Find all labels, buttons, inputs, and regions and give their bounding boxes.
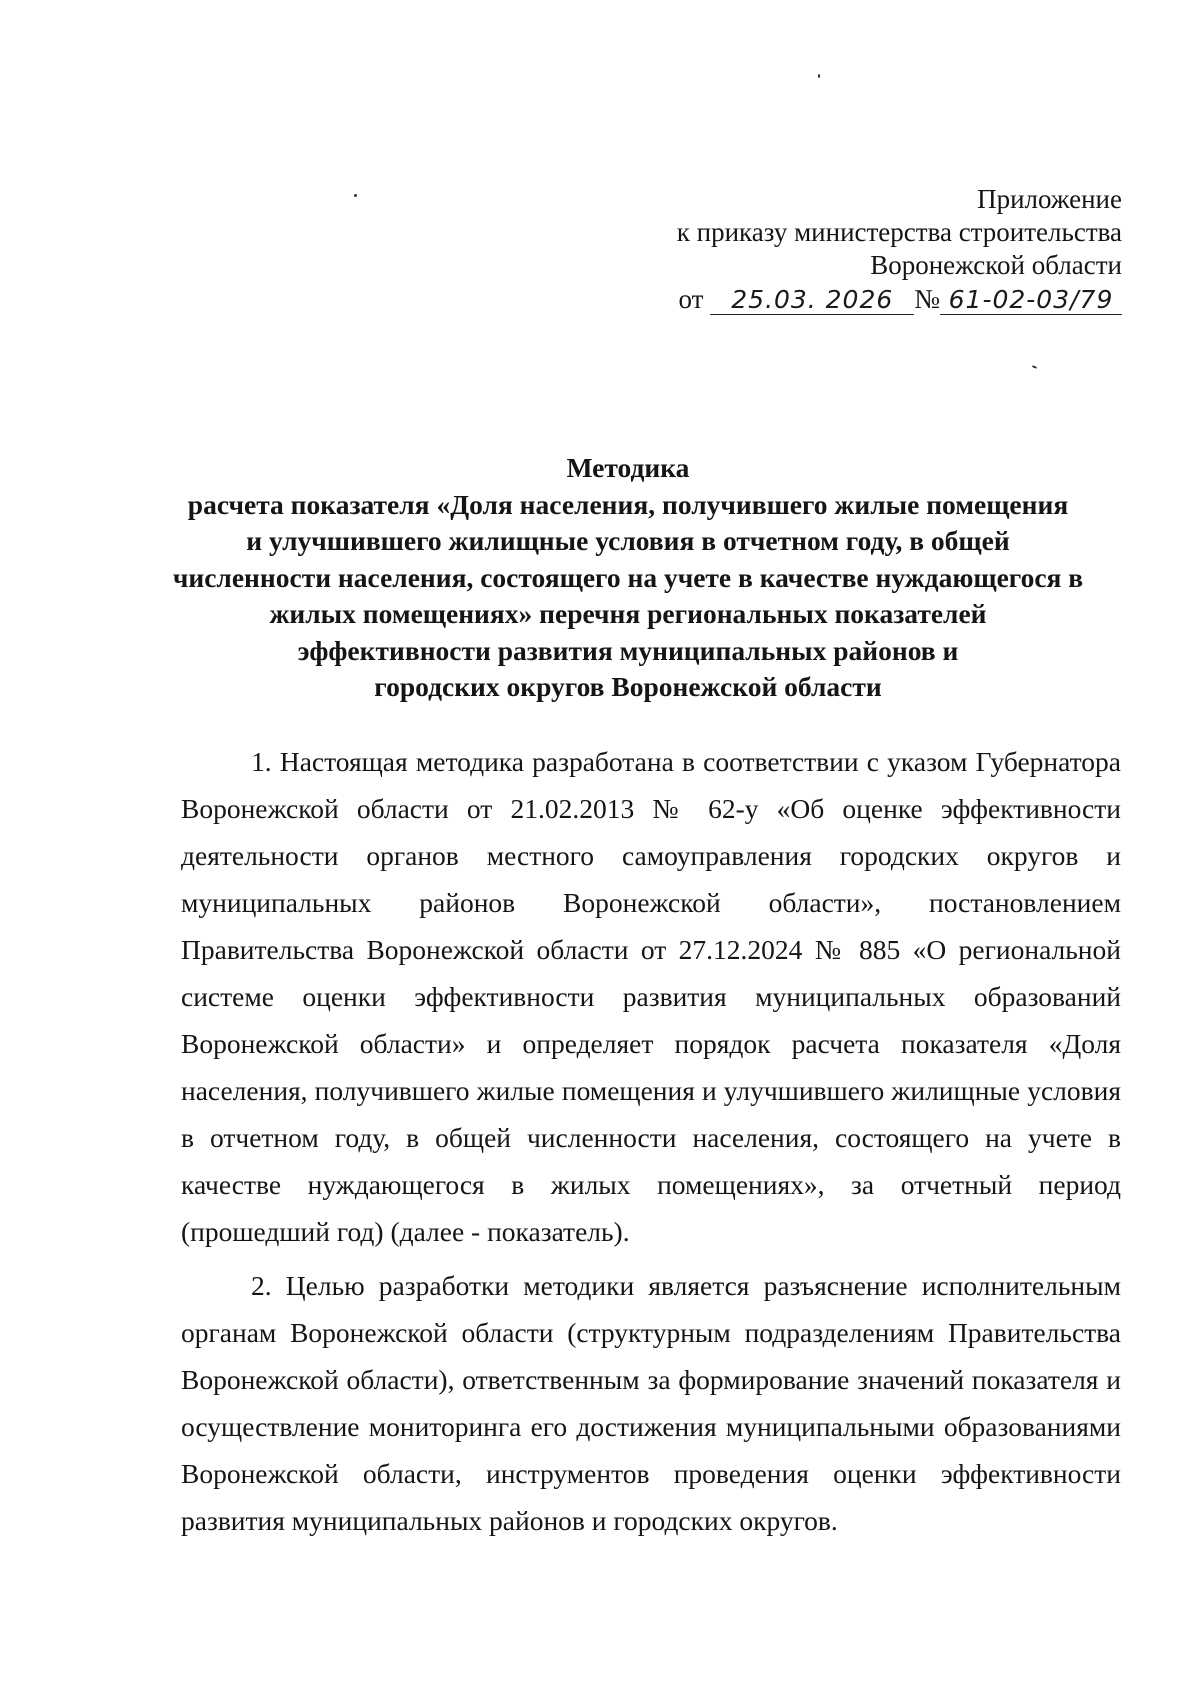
appendix-date-number-line: [677, 283, 1122, 316]
handwritten-date: 25.03. 2026: [710, 286, 914, 315]
title-heading: Методика: [566, 452, 690, 483]
appendix-header: [677, 183, 1122, 316]
title-line: и улучшившего жилищные условия в отчетном году, в общей: [246, 525, 1010, 556]
number-prefix: №: [914, 284, 940, 314]
title-line: городских округов Воронежской области: [374, 671, 882, 702]
handwritten-order-number: 61-02-03/79: [940, 286, 1122, 315]
date-prefix: от: [678, 284, 704, 314]
title-line: эффективности развития муниципальных районов и: [297, 634, 959, 666]
scan-speck: [818, 74, 820, 78]
paragraph-1: 1. Настоящая методика разработана в соответствии с указом Губернатора Воронежской области от 21.02.2013 № 62-у «Об оценке эффективности деятельности органов местного самоуправления городских округов и муниципальных районов Воронежской области», постановлением Правительства Воронежской области от 27.12.2024 № 885 «О региональной системе оценки эффективности развития муниципальных образований Воронежской области» и определяет порядок расчета показателя «Доля населения, получившего жилые помещения и улучшившего жилищные условия в отчетном году, в общей численности населения, состоящего на учете в качестве нуждающегося в жилых помещениях», за отчетный период (прошедший год) (далее - показатель).: [181, 746, 1121, 1247]
scan-speck: [1032, 365, 1037, 369]
title-line: численности населения, состоящего на учете в качестве нуждающегося в: [172, 561, 1084, 593]
appendix-order-reference: к приказу министерства строительства: [676, 217, 1122, 247]
paragraph-2: 2. Целью разработки методики является разъяснение исполнительным органам Воронежской области (структурным подразделениям Правительства Воронежской области), ответственным за формирование значений показателя и осуществление мониторинга его достижения муниципальными образованиями Воронежской области, инструментов проведения оценки эффективности развития муниципальных районов и городских округов.: [181, 1270, 1121, 1536]
appendix-region: Воронежской области: [870, 250, 1122, 280]
title-line: жилых помещениях» перечня региональных показателей: [269, 598, 987, 629]
document-body: [181, 738, 1121, 1544]
scan-speck: [354, 194, 357, 197]
appendix-label: Приложение: [977, 184, 1122, 214]
title-line: расчета показателя «Доля населения, получившего жилые помещения: [187, 488, 1069, 520]
document-title: [150, 450, 1106, 706]
